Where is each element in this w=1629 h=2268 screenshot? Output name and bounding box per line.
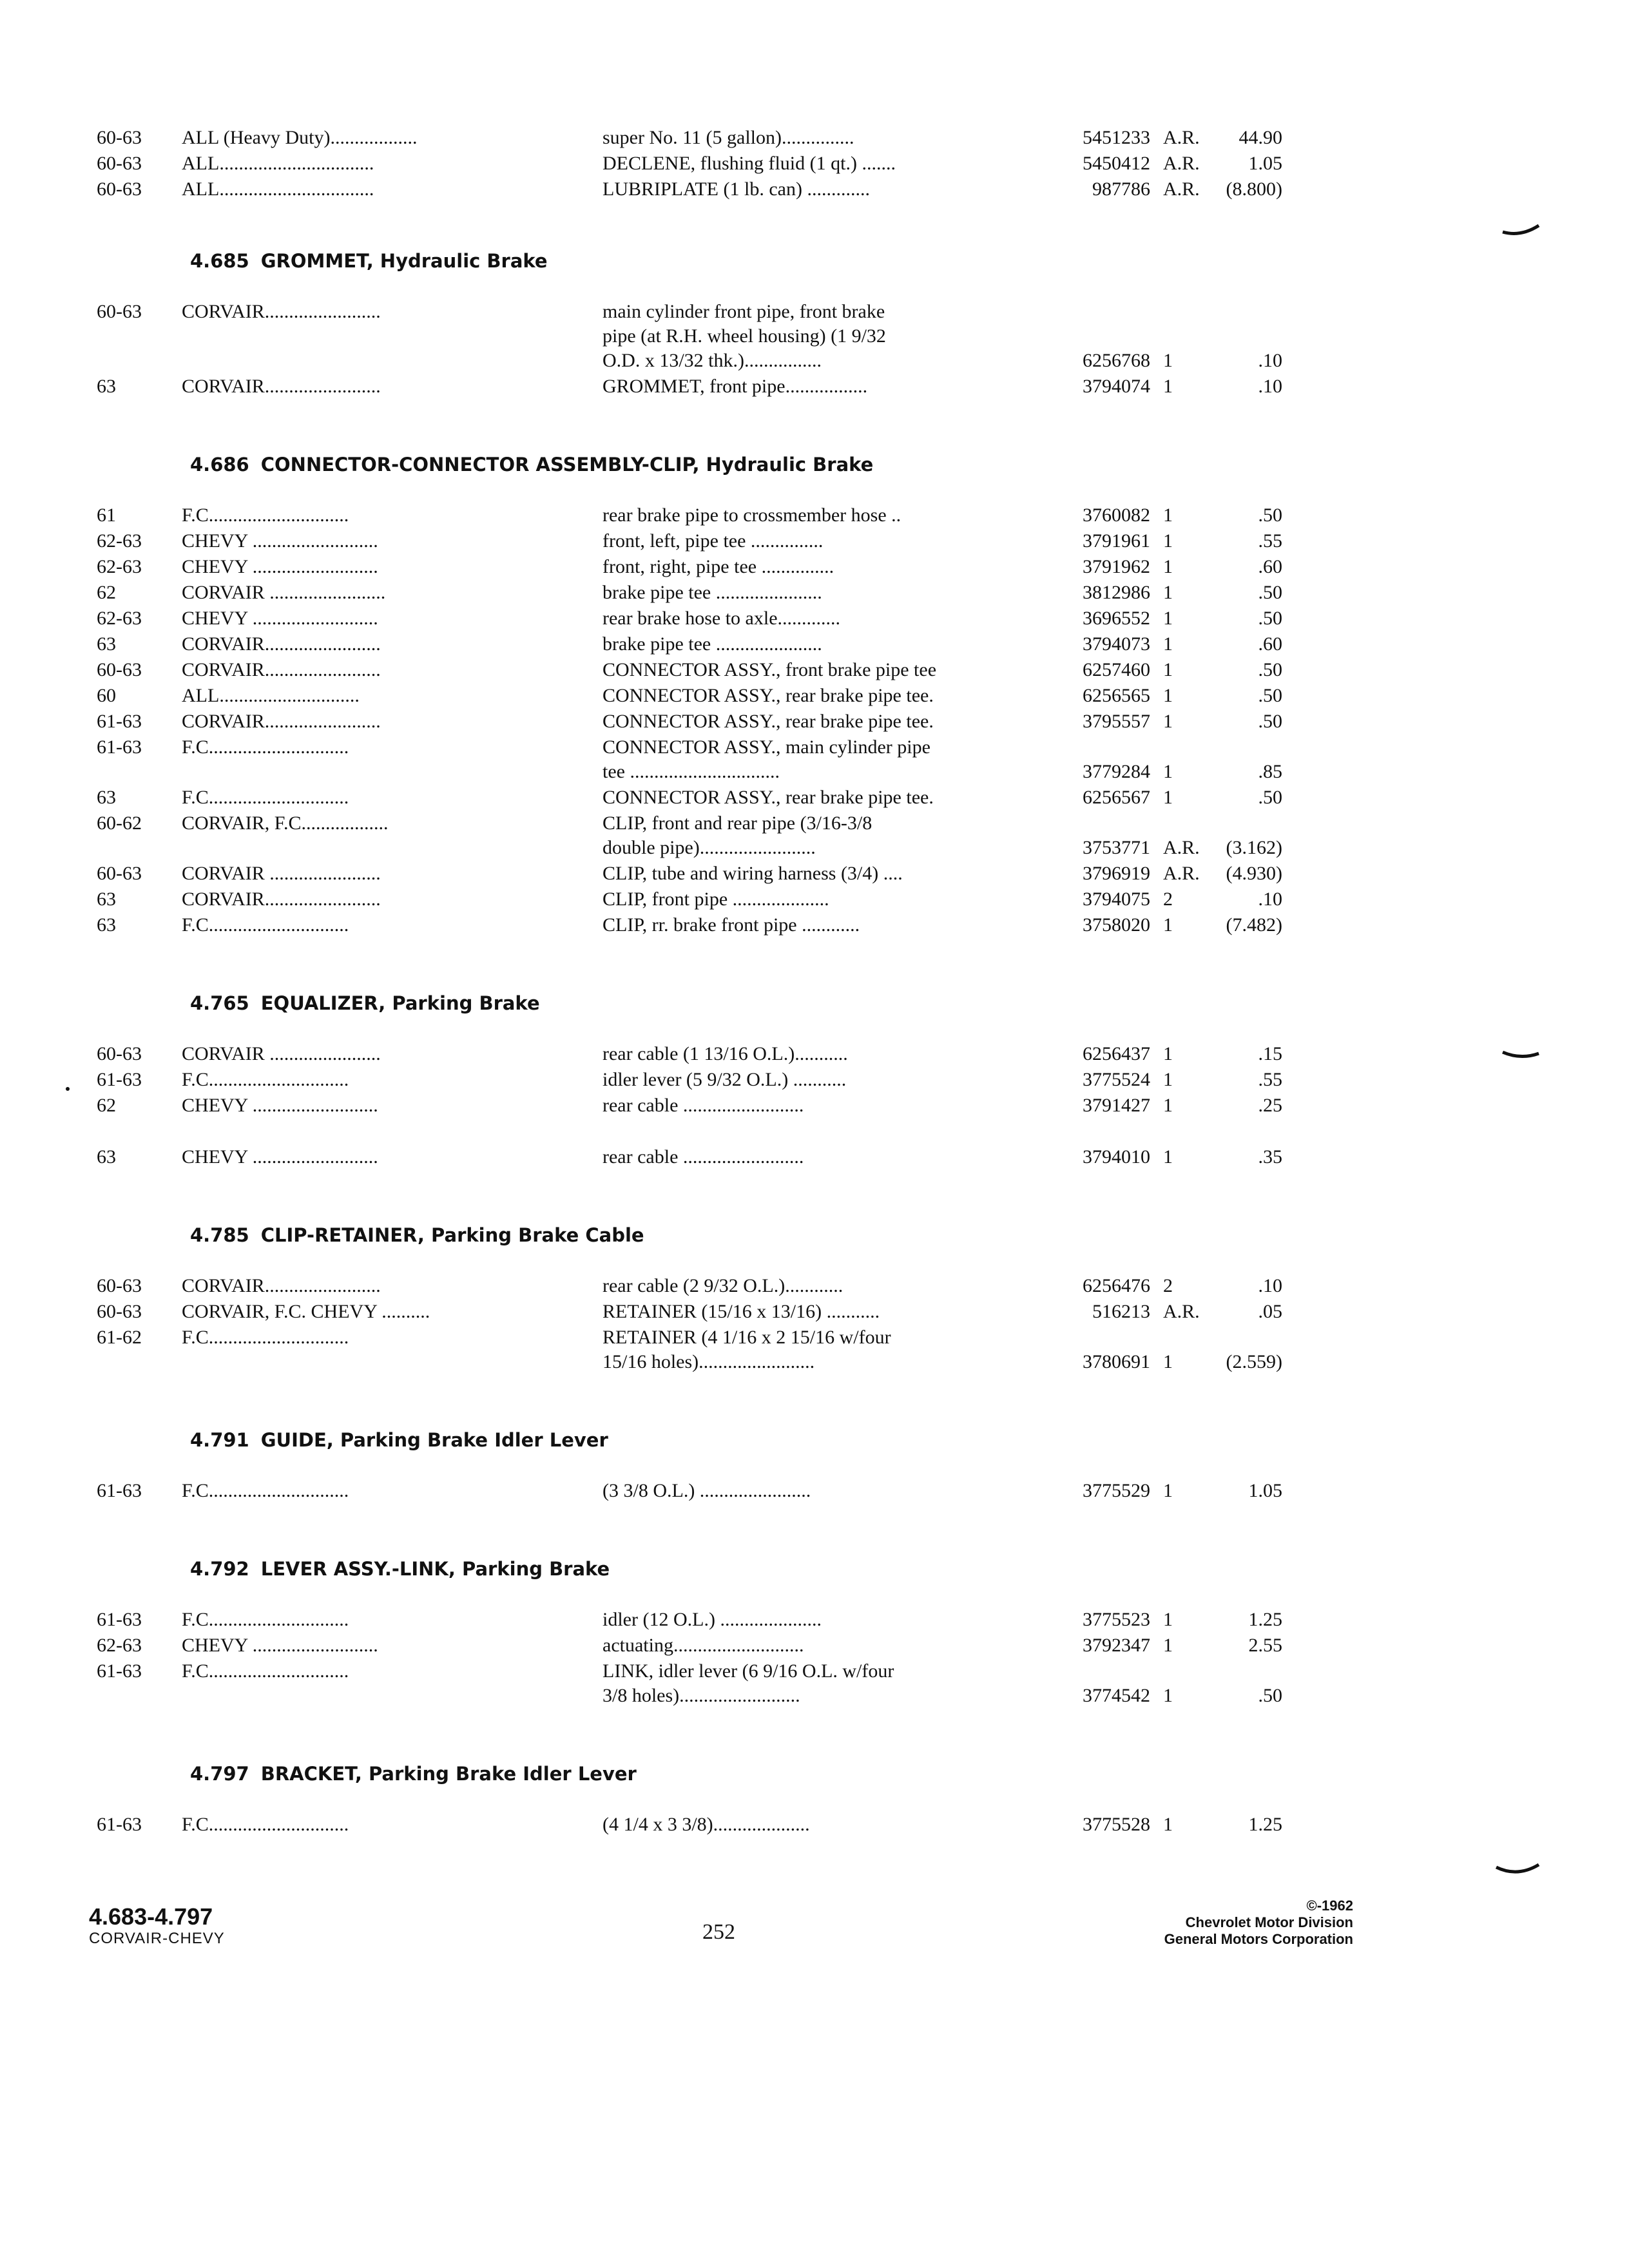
part-description <box>602 503 1041 528</box>
quantity: 1 <box>1163 1480 1173 1501</box>
section-title: LEVER ASSY.-LINK, Parking Brake <box>260 1558 610 1580</box>
part-description <box>602 1633 1041 1658</box>
price: .50 <box>1258 659 1282 680</box>
part-description <box>602 1479 1041 1503</box>
description-line: LINK, idler lever (6 9/16 O.L. w/four <box>602 1660 894 1682</box>
part-number: 3696552 <box>1083 608 1150 629</box>
part-description <box>602 709 1041 734</box>
vehicle-model: F.C............................. <box>182 505 349 526</box>
price: .50 <box>1258 711 1282 732</box>
footer-code: 4.683-4.797 <box>89 1903 213 1930</box>
price: .50 <box>1258 1685 1282 1706</box>
description-line: CONNECTOR ASSY., front brake pipe tee <box>602 659 937 680</box>
part-number: 5451233 <box>1083 127 1150 148</box>
section-heading <box>190 249 548 273</box>
description-line: rear cable ......................... <box>602 1095 804 1116</box>
section-title: GUIDE, Parking Brake Idler Lever <box>260 1429 608 1451</box>
model-years: 60-63 <box>97 153 142 174</box>
part-description <box>602 811 1041 860</box>
part-description <box>602 151 1041 176</box>
description-line: main cylinder front pipe, front brake <box>602 301 885 322</box>
vehicle-model: CORVAIR........................ <box>182 376 381 397</box>
quantity: 2 <box>1163 889 1173 910</box>
part-number: 3791962 <box>1083 556 1150 577</box>
price: .50 <box>1258 787 1282 808</box>
vehicle-model: CORVAIR........................ <box>182 659 381 680</box>
model-years: 61-63 <box>97 1609 142 1630</box>
price: 1.05 <box>1248 1480 1282 1501</box>
model-years: 62-63 <box>97 608 142 629</box>
model-years: 60-63 <box>97 659 142 680</box>
margin-mark-3 <box>1495 1856 1540 1881</box>
part-number: 6256567 <box>1083 787 1150 808</box>
description-line: 3/8 holes)......................... <box>602 1685 800 1706</box>
part-description <box>602 177 1041 202</box>
description-line: CLIP, tube and wiring harness (3/4) .... <box>602 863 903 884</box>
price: .50 <box>1258 505 1282 526</box>
price: (3.162) <box>1226 837 1282 858</box>
vehicle-model: CHEVY .......................... <box>182 1146 378 1168</box>
part-number: 6256565 <box>1083 685 1150 706</box>
section-number: 4.797 <box>190 1763 249 1785</box>
part-description <box>602 374 1041 399</box>
quantity: 1 <box>1163 556 1173 577</box>
description-line: O.D. x 13/32 thk.)................ <box>602 350 822 371</box>
quantity: A.R. <box>1163 1301 1200 1322</box>
model-years: 63 <box>97 633 116 655</box>
quantity: 1 <box>1163 1635 1173 1656</box>
quantity: 1 <box>1163 1043 1173 1064</box>
model-years: 60-63 <box>97 301 142 322</box>
part-number: 3774542 <box>1083 1685 1150 1706</box>
description-line: CONNECTOR ASSY., rear brake pipe tee. <box>602 685 934 706</box>
part-description <box>602 1659 1041 1708</box>
part-description <box>602 581 1041 605</box>
price: .55 <box>1258 1069 1282 1090</box>
part-description <box>602 1812 1041 1837</box>
description-line: double pipe)........................ <box>602 837 816 858</box>
part-description <box>602 126 1041 150</box>
vehicle-model: ALL............................. <box>182 685 360 706</box>
description-line: CONNECTOR ASSY., rear brake pipe tee. <box>602 787 934 808</box>
model-years: 62-63 <box>97 1635 142 1656</box>
part-number: 3753771 <box>1083 837 1150 858</box>
quantity: 1 <box>1163 1069 1173 1090</box>
description-line: front, left, pipe tee ............... <box>602 530 824 552</box>
footer-publisher <box>1089 1898 1353 1948</box>
price: .50 <box>1258 582 1282 603</box>
model-years: 63 <box>97 914 116 936</box>
part-description <box>602 658 1041 682</box>
price: .15 <box>1258 1043 1282 1064</box>
price: .10 <box>1258 350 1282 371</box>
vehicle-model: CORVAIR........................ <box>182 711 381 732</box>
model-years: 60-62 <box>97 812 142 834</box>
part-number: 3775523 <box>1083 1609 1150 1630</box>
quantity: A.R. <box>1163 837 1200 858</box>
vehicle-model: F.C............................. <box>182 1814 349 1835</box>
part-description <box>602 785 1041 810</box>
price: (8.800) <box>1226 178 1282 200</box>
part-description <box>602 632 1041 657</box>
vehicle-model: F.C............................. <box>182 1660 349 1682</box>
description-line: CONNECTOR ASSY., rear brake pipe tee. <box>602 711 934 732</box>
footer-section-code <box>89 1904 225 1948</box>
part-number: 3792347 <box>1083 1635 1150 1656</box>
description-line: actuating........................... <box>602 1635 804 1656</box>
section-heading <box>190 1428 608 1452</box>
part-description <box>602 1068 1041 1092</box>
quantity: 1 <box>1163 685 1173 706</box>
quantity: 1 <box>1163 1095 1173 1116</box>
price: .50 <box>1258 685 1282 706</box>
vehicle-model: CORVAIR ....................... <box>182 863 381 884</box>
part-description <box>602 1608 1041 1632</box>
description-line: brake pipe tee ...................... <box>602 633 822 655</box>
section-heading <box>190 453 873 476</box>
price: .35 <box>1258 1146 1282 1168</box>
margin-mark-1 <box>1501 213 1540 238</box>
margin-mark-2 <box>1501 1041 1540 1066</box>
description-line: LUBRIPLATE (1 lb. can) ............. <box>602 178 870 200</box>
quantity: A.R. <box>1163 863 1200 884</box>
model-years: 63 <box>97 787 116 808</box>
quantity: 1 <box>1163 505 1173 526</box>
footer-copyright: ©-1962 <box>1306 1898 1353 1914</box>
description-line: CLIP, front and rear pipe (3/16-3/8 <box>602 812 872 834</box>
vehicle-model: ALL (Heavy Duty).................. <box>182 127 418 148</box>
vehicle-model: F.C............................. <box>182 1069 349 1090</box>
section-title: EQUALIZER, Parking Brake <box>260 992 540 1014</box>
price: .10 <box>1258 889 1282 910</box>
price: .60 <box>1258 633 1282 655</box>
description-line: DECLENE, flushing fluid (1 qt.) ....... <box>602 153 896 174</box>
section-number: 4.785 <box>190 1224 249 1246</box>
price: .25 <box>1258 1095 1282 1116</box>
description-line: rear cable (1 13/16 O.L.)........... <box>602 1043 848 1064</box>
part-description <box>602 1300 1041 1324</box>
part-number: 3796919 <box>1083 863 1150 884</box>
quantity: A.R. <box>1163 178 1200 200</box>
footer-subtitle: CORVAIR-CHEVY <box>89 1930 225 1947</box>
quantity: 1 <box>1163 376 1173 397</box>
vehicle-model: CORVAIR, F.C.................. <box>182 812 389 834</box>
part-description <box>602 555 1041 579</box>
model-years: 61-63 <box>97 1480 142 1501</box>
quantity: 1 <box>1163 914 1173 936</box>
vehicle-model: F.C............................. <box>182 736 349 758</box>
section-heading <box>190 992 540 1015</box>
model-years: 60-63 <box>97 1301 142 1322</box>
price: .85 <box>1258 761 1282 782</box>
section-heading <box>190 1557 610 1581</box>
model-years: 60-63 <box>97 127 142 148</box>
section-title: BRACKET, Parking Brake Idler Lever <box>260 1763 637 1785</box>
price: 2.55 <box>1248 1635 1282 1656</box>
part-description <box>602 1042 1041 1066</box>
part-number: 3775529 <box>1083 1480 1150 1501</box>
description-line: CONNECTOR ASSY., main cylinder pipe <box>602 736 930 758</box>
description-line: rear cable ......................... <box>602 1146 804 1168</box>
description-line: pipe (at R.H. wheel housing) (1 9/32 <box>602 325 886 347</box>
description-line: GROMMET, front pipe................. <box>602 376 868 397</box>
footer-corporation: General Motors Corporation <box>1164 1931 1353 1947</box>
price: .10 <box>1258 376 1282 397</box>
section-number: 4.765 <box>190 992 249 1014</box>
description-line: idler (12 O.L.) ..................... <box>602 1609 822 1630</box>
part-number: 3794075 <box>1083 889 1150 910</box>
section-heading <box>190 1762 637 1785</box>
description-line: (4 1/4 x 3 3/8).................... <box>602 1814 810 1835</box>
vehicle-model: ALL................................ <box>182 178 374 200</box>
part-description <box>602 1325 1041 1374</box>
section-title: CONNECTOR-CONNECTOR ASSEMBLY-CLIP, Hydraulic Brake <box>260 454 874 476</box>
part-description <box>602 684 1041 708</box>
quantity: 2 <box>1163 1275 1173 1296</box>
part-number: 5450412 <box>1083 153 1150 174</box>
model-years: 62 <box>97 1095 116 1116</box>
vehicle-model: CORVAIR ....................... <box>182 1043 381 1064</box>
quantity: 1 <box>1163 711 1173 732</box>
price: .55 <box>1258 530 1282 552</box>
vehicle-model: ALL................................ <box>182 153 374 174</box>
description-line: tee ............................... <box>602 761 780 782</box>
quantity: A.R. <box>1163 127 1200 148</box>
price: .10 <box>1258 1275 1282 1296</box>
description-line: RETAINER (4 1/16 x 2 15/16 w/four <box>602 1327 891 1348</box>
vehicle-model: F.C............................. <box>182 1609 349 1630</box>
vehicle-model: F.C............................. <box>182 1327 349 1348</box>
part-number: 516213 <box>1092 1301 1150 1322</box>
price: 1.25 <box>1248 1814 1282 1835</box>
model-years: 61-63 <box>97 711 142 732</box>
model-years: 63 <box>97 889 116 910</box>
section-number: 4.792 <box>190 1558 249 1580</box>
model-years: 62 <box>97 582 116 603</box>
model-years: 63 <box>97 376 116 397</box>
model-years: 60 <box>97 685 116 706</box>
quantity: 1 <box>1163 608 1173 629</box>
model-years: 61-62 <box>97 1327 142 1348</box>
description-line: 15/16 holes)........................ <box>602 1351 815 1372</box>
model-years: 61-63 <box>97 736 142 758</box>
margin-dot <box>64 1086 71 1092</box>
vehicle-model: CHEVY .......................... <box>182 556 378 577</box>
part-description <box>602 606 1041 631</box>
quantity: 1 <box>1163 1609 1173 1630</box>
quantity: 1 <box>1163 1685 1173 1706</box>
part-number: 3791427 <box>1083 1095 1150 1116</box>
price: .05 <box>1258 1301 1282 1322</box>
part-description <box>602 735 1041 784</box>
price: (4.930) <box>1226 863 1282 884</box>
quantity: 1 <box>1163 1351 1173 1372</box>
part-number: 6256476 <box>1083 1275 1150 1296</box>
part-number: 6256437 <box>1083 1043 1150 1064</box>
part-description <box>602 861 1041 886</box>
model-years: 60-63 <box>97 1043 142 1064</box>
section-number: 4.791 <box>190 1429 249 1451</box>
part-number: 3758020 <box>1083 914 1150 936</box>
page-number: 252 <box>702 1920 735 1944</box>
description-line: CLIP, rr. brake front pipe ............ <box>602 914 860 936</box>
quantity: A.R. <box>1163 153 1200 174</box>
price: (7.482) <box>1226 914 1282 936</box>
part-number: 3791961 <box>1083 530 1150 552</box>
model-years: 61-63 <box>97 1814 142 1835</box>
model-years: 62-63 <box>97 556 142 577</box>
part-number: 3794073 <box>1083 633 1150 655</box>
vehicle-model: F.C............................. <box>182 787 349 808</box>
description-line: CLIP, front pipe .................... <box>602 889 829 910</box>
description-line: super No. 11 (5 gallon)............... <box>602 127 854 148</box>
description-line: RETAINER (15/16 x 13/16) ........... <box>602 1301 880 1322</box>
section-number: 4.686 <box>190 454 249 476</box>
part-description <box>602 887 1041 912</box>
section-heading <box>190 1224 644 1247</box>
model-years: 60-63 <box>97 863 142 884</box>
vehicle-model: CORVAIR........................ <box>182 889 381 910</box>
model-years: 61-63 <box>97 1660 142 1682</box>
part-description <box>602 1093 1041 1118</box>
section-number: 4.685 <box>190 250 249 272</box>
part-number: 3775524 <box>1083 1069 1150 1090</box>
quantity: 1 <box>1163 633 1173 655</box>
description-line: rear cable (2 9/32 O.L.)............ <box>602 1275 843 1296</box>
model-years: 60-63 <box>97 1275 142 1296</box>
vehicle-model: CHEVY .......................... <box>182 608 378 629</box>
part-description <box>602 1145 1041 1169</box>
model-years: 62-63 <box>97 530 142 552</box>
price: 1.25 <box>1248 1609 1282 1630</box>
description-line: brake pipe tee ...................... <box>602 582 822 603</box>
part-number: 3795557 <box>1083 711 1150 732</box>
quantity: 1 <box>1163 530 1173 552</box>
vehicle-model: CORVAIR........................ <box>182 633 381 655</box>
part-description <box>602 913 1041 937</box>
quantity: 1 <box>1163 761 1173 782</box>
section-title: GROMMET, Hydraulic Brake <box>260 250 548 272</box>
description-line: idler lever (5 9/32 O.L.) ........... <box>602 1069 847 1090</box>
part-number: 3794010 <box>1083 1146 1150 1168</box>
vehicle-model: CORVAIR........................ <box>182 301 381 322</box>
part-number: 3779284 <box>1083 761 1150 782</box>
description-line: (3 3/8 O.L.) ....................... <box>602 1480 811 1501</box>
vehicle-model: F.C............................. <box>182 1480 349 1501</box>
description-line: front, right, pipe tee ............... <box>602 556 834 577</box>
model-years: 61 <box>97 505 116 526</box>
description-line: rear brake pipe to crossmember hose .. <box>602 505 901 526</box>
price: 44.90 <box>1239 127 1282 148</box>
part-description <box>602 300 1041 373</box>
part-description <box>602 529 1041 553</box>
vehicle-model: CHEVY .......................... <box>182 1095 378 1116</box>
quantity: 1 <box>1163 1146 1173 1168</box>
vehicle-model: CORVAIR........................ <box>182 1275 381 1296</box>
vehicle-model: CHEVY .......................... <box>182 1635 378 1656</box>
model-years: 60-63 <box>97 178 142 200</box>
part-number: 6257460 <box>1083 659 1150 680</box>
quantity: 1 <box>1163 350 1173 371</box>
part-number: 3760082 <box>1083 505 1150 526</box>
footer-division: Chevrolet Motor Division <box>1185 1914 1353 1930</box>
price: (2.559) <box>1226 1351 1282 1372</box>
section-title: CLIP-RETAINER, Parking Brake Cable <box>260 1224 644 1246</box>
price: .60 <box>1258 556 1282 577</box>
vehicle-model: CHEVY .......................... <box>182 530 378 552</box>
part-number: 987786 <box>1092 178 1150 200</box>
part-number: 3812986 <box>1083 582 1150 603</box>
quantity: 1 <box>1163 1814 1173 1835</box>
vehicle-model: F.C............................. <box>182 914 349 936</box>
vehicle-model: CORVAIR, F.C. CHEVY .......... <box>182 1301 430 1322</box>
quantity: 1 <box>1163 582 1173 603</box>
quantity: 1 <box>1163 659 1173 680</box>
model-years: 61-63 <box>97 1069 142 1090</box>
part-number: 3780691 <box>1083 1351 1150 1372</box>
description-line: rear brake hose to axle............. <box>602 608 841 629</box>
part-number: 3775528 <box>1083 1814 1150 1835</box>
price: 1.05 <box>1248 153 1282 174</box>
model-years: 63 <box>97 1146 116 1168</box>
quantity: 1 <box>1163 787 1173 808</box>
vehicle-model: CORVAIR ........................ <box>182 582 386 603</box>
price: .50 <box>1258 608 1282 629</box>
part-number: 6256768 <box>1083 350 1150 371</box>
part-description <box>602 1274 1041 1298</box>
part-number: 3794074 <box>1083 376 1150 397</box>
